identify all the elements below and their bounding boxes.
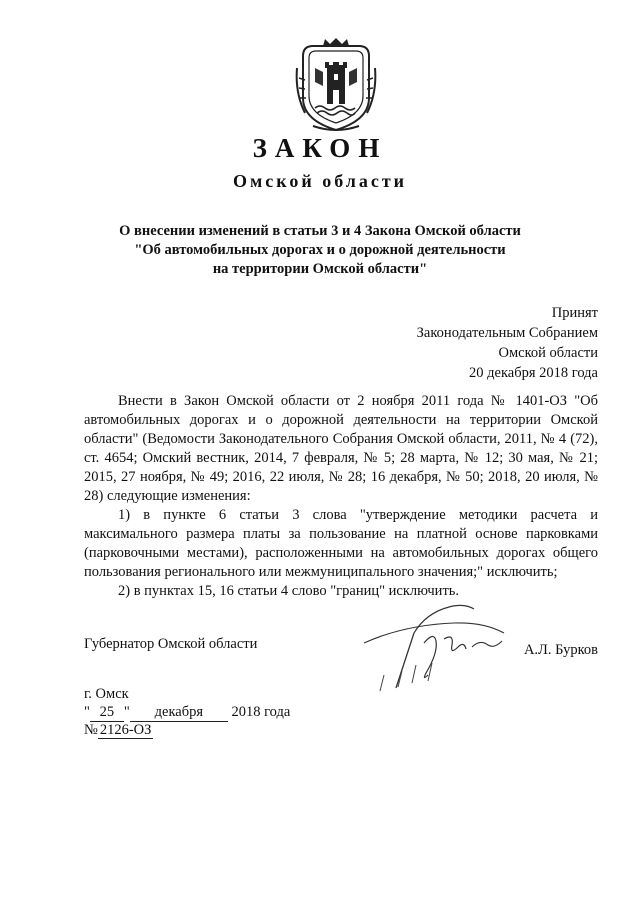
law-title: ЗАКОН [252, 133, 388, 163]
law-subject [80, 222, 560, 279]
region-title: Омской области [232, 171, 408, 191]
date-quote-open: " [84, 704, 90, 720]
law-number [84, 722, 153, 739]
coat-of-arms-emblem [295, 38, 377, 134]
governor-title: Губернатор Омской области [84, 636, 258, 652]
subject-line: на территории Омской области" [212, 261, 428, 277]
date-month: декабря [130, 704, 228, 722]
adopted-by: Законодательным Собранием [416, 325, 598, 341]
subject-line: "Об автомобильных дорогах и о дорожной деятельности [134, 242, 506, 258]
adopted-label: Принят [551, 305, 598, 321]
number-value: 2126-ОЗ [99, 722, 152, 738]
number-sign: № [84, 722, 98, 738]
date-year: 2018 года [231, 704, 291, 720]
signature-block [84, 628, 598, 708]
signing-date [84, 704, 290, 724]
governor-name: А.Л. Бурков [523, 642, 598, 658]
adopted-region: Омской области [498, 345, 598, 361]
adopted-date: 20 декабря 2018 года [469, 365, 598, 381]
place-of-signing: г. Омск [84, 686, 129, 702]
date-day: 25 [90, 704, 124, 722]
body-intro-paragraph: Внести в Закон Омской области от 2 ноября 2011 года № 1401-ОЗ "Об автомобильных дорогах и о дорожной деятельности на территории Омской области" (Ведомости Законодательного Собрания Омской области, 2011, № 4 (72), ст. 4654; Омский вестник, 2014, 7 февраля, № 5; 28 марта, № 12; 30 мая, № 21; 2015, 27 ноября, № 49; 2016, 22 июля, № 28; 16 декабря, № 50; 2018, 20 июля, № 28) следующие изменения: [84, 393, 598, 504]
body-item-2: 2) в пунктах 15, 16 статьи 4 слово "границ" исключить. [118, 583, 460, 599]
body-item-1: 1) в пункте 6 статьи 3 слова "утверждение методики расчета и максимального размера платы за пользование на платной основе парковками (парковочными местами), расположенными на автомобильных дорогах общего пользования регионального или межмуниципального значения;" исключить; [84, 507, 598, 580]
date-quote-close: " [123, 704, 130, 720]
subject-line: О внесении изменений в статьи 3 и 4 Закона Омской области [119, 223, 521, 239]
handwritten-signature [354, 603, 524, 708]
law-body [84, 392, 598, 601]
adoption-block [417, 303, 598, 383]
